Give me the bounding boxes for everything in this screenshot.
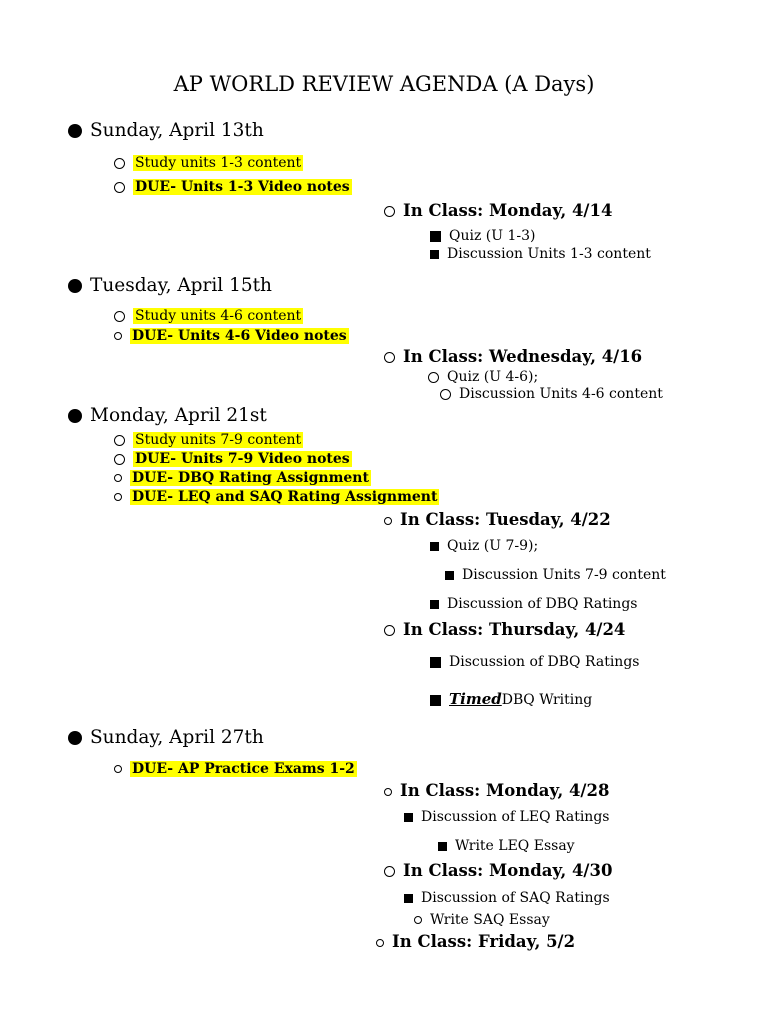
- circle-bullet-icon: [376, 939, 384, 947]
- class-item: Discussion Units 1-3 content: [430, 246, 651, 263]
- circle-bullet-icon: [114, 474, 122, 482]
- circle-bullet-icon: [114, 454, 125, 465]
- class-heading-monday-4-28: In Class: Monday, 4/28: [384, 781, 609, 801]
- section-heading-sunday-april-13: Sunday, April 13th: [68, 120, 264, 142]
- circle-bullet-icon: [428, 372, 439, 383]
- task-item: Study units 4-6 content: [114, 308, 303, 325]
- circle-bullet-icon: [384, 788, 392, 796]
- class-heading-monday-4-30: In Class: Monday, 4/30: [384, 861, 612, 881]
- square-bullet-icon: [430, 250, 439, 259]
- circle-bullet-icon: [114, 182, 125, 193]
- square-bullet-icon: [430, 231, 441, 242]
- circle-bullet-icon: [384, 352, 395, 363]
- class-item: Discussion of DBQ Ratings: [430, 596, 637, 613]
- square-bullet-icon: [430, 695, 441, 706]
- circle-bullet-icon: [384, 517, 392, 525]
- class-item: Quiz (U 4-6);: [428, 369, 538, 386]
- square-bullet-icon: [438, 842, 447, 851]
- circle-bullet-icon: [114, 332, 122, 340]
- circle-bullet-icon: [114, 493, 122, 501]
- circle-bullet-icon: [384, 206, 395, 217]
- class-item: Discussion of DBQ Ratings: [430, 654, 639, 671]
- class-item: Write SAQ Essay: [414, 912, 550, 929]
- disc-bullet-icon: [68, 124, 82, 138]
- square-bullet-icon: [404, 894, 413, 903]
- square-bullet-icon: [430, 542, 439, 551]
- class-heading-friday-5-2: In Class: Friday, 5/2: [376, 932, 575, 952]
- square-bullet-icon: [430, 657, 441, 668]
- class-heading-monday-4-14: In Class: Monday, 4/14: [384, 201, 612, 221]
- class-item: Discussion Units 4-6 content: [440, 386, 663, 403]
- square-bullet-icon: [430, 600, 439, 609]
- section-heading-monday-april-21: Monday, April 21st: [68, 405, 267, 427]
- class-item: Discussion of LEQ Ratings: [404, 809, 609, 826]
- class-item: Quiz (U 1-3): [430, 228, 536, 245]
- class-heading-thursday-4-24: In Class: Thursday, 4/24: [384, 620, 625, 640]
- circle-bullet-icon: [414, 916, 422, 924]
- class-item: Write LEQ Essay: [438, 838, 575, 855]
- class-item-timed-dbq: TimedDBQ Writing: [430, 690, 592, 709]
- circle-bullet-icon: [384, 625, 395, 636]
- task-item: DUE- Units 1-3 Video notes: [114, 179, 352, 196]
- disc-bullet-icon: [68, 731, 82, 745]
- class-item: Discussion of SAQ Ratings: [404, 890, 610, 907]
- circle-bullet-icon: [114, 158, 125, 169]
- task-item: DUE- Units 7-9 Video notes: [114, 451, 352, 468]
- square-bullet-icon: [445, 571, 454, 580]
- circle-bullet-icon: [440, 389, 451, 400]
- task-item: DUE- DBQ Rating Assignment: [114, 470, 371, 487]
- task-item: DUE- LEQ and SAQ Rating Assignment: [114, 489, 439, 506]
- timed-emphasis: Timed: [449, 690, 502, 708]
- section-heading-sunday-april-27: Sunday, April 27th: [68, 727, 264, 749]
- section-heading-tuesday-april-15: Tuesday, April 15th: [68, 275, 272, 297]
- task-item: DUE- Units 4-6 Video notes: [114, 328, 349, 345]
- circle-bullet-icon: [114, 765, 122, 773]
- class-heading-tuesday-4-22: In Class: Tuesday, 4/22: [384, 510, 611, 530]
- circle-bullet-icon: [114, 311, 125, 322]
- square-bullet-icon: [404, 813, 413, 822]
- disc-bullet-icon: [68, 409, 82, 423]
- class-heading-wednesday-4-16: In Class: Wednesday, 4/16: [384, 347, 642, 367]
- task-item: DUE- AP Practice Exams 1-2: [114, 761, 357, 778]
- class-item: Quiz (U 7-9);: [430, 538, 538, 555]
- task-item: Study units 7-9 content: [114, 432, 303, 449]
- disc-bullet-icon: [68, 279, 82, 293]
- circle-bullet-icon: [384, 866, 395, 877]
- task-item: Study units 1-3 content: [114, 155, 303, 172]
- page-title: AP WORLD REVIEW AGENDA (A Days): [173, 72, 595, 96]
- class-item: Discussion Units 7-9 content: [445, 567, 666, 584]
- circle-bullet-icon: [114, 435, 125, 446]
